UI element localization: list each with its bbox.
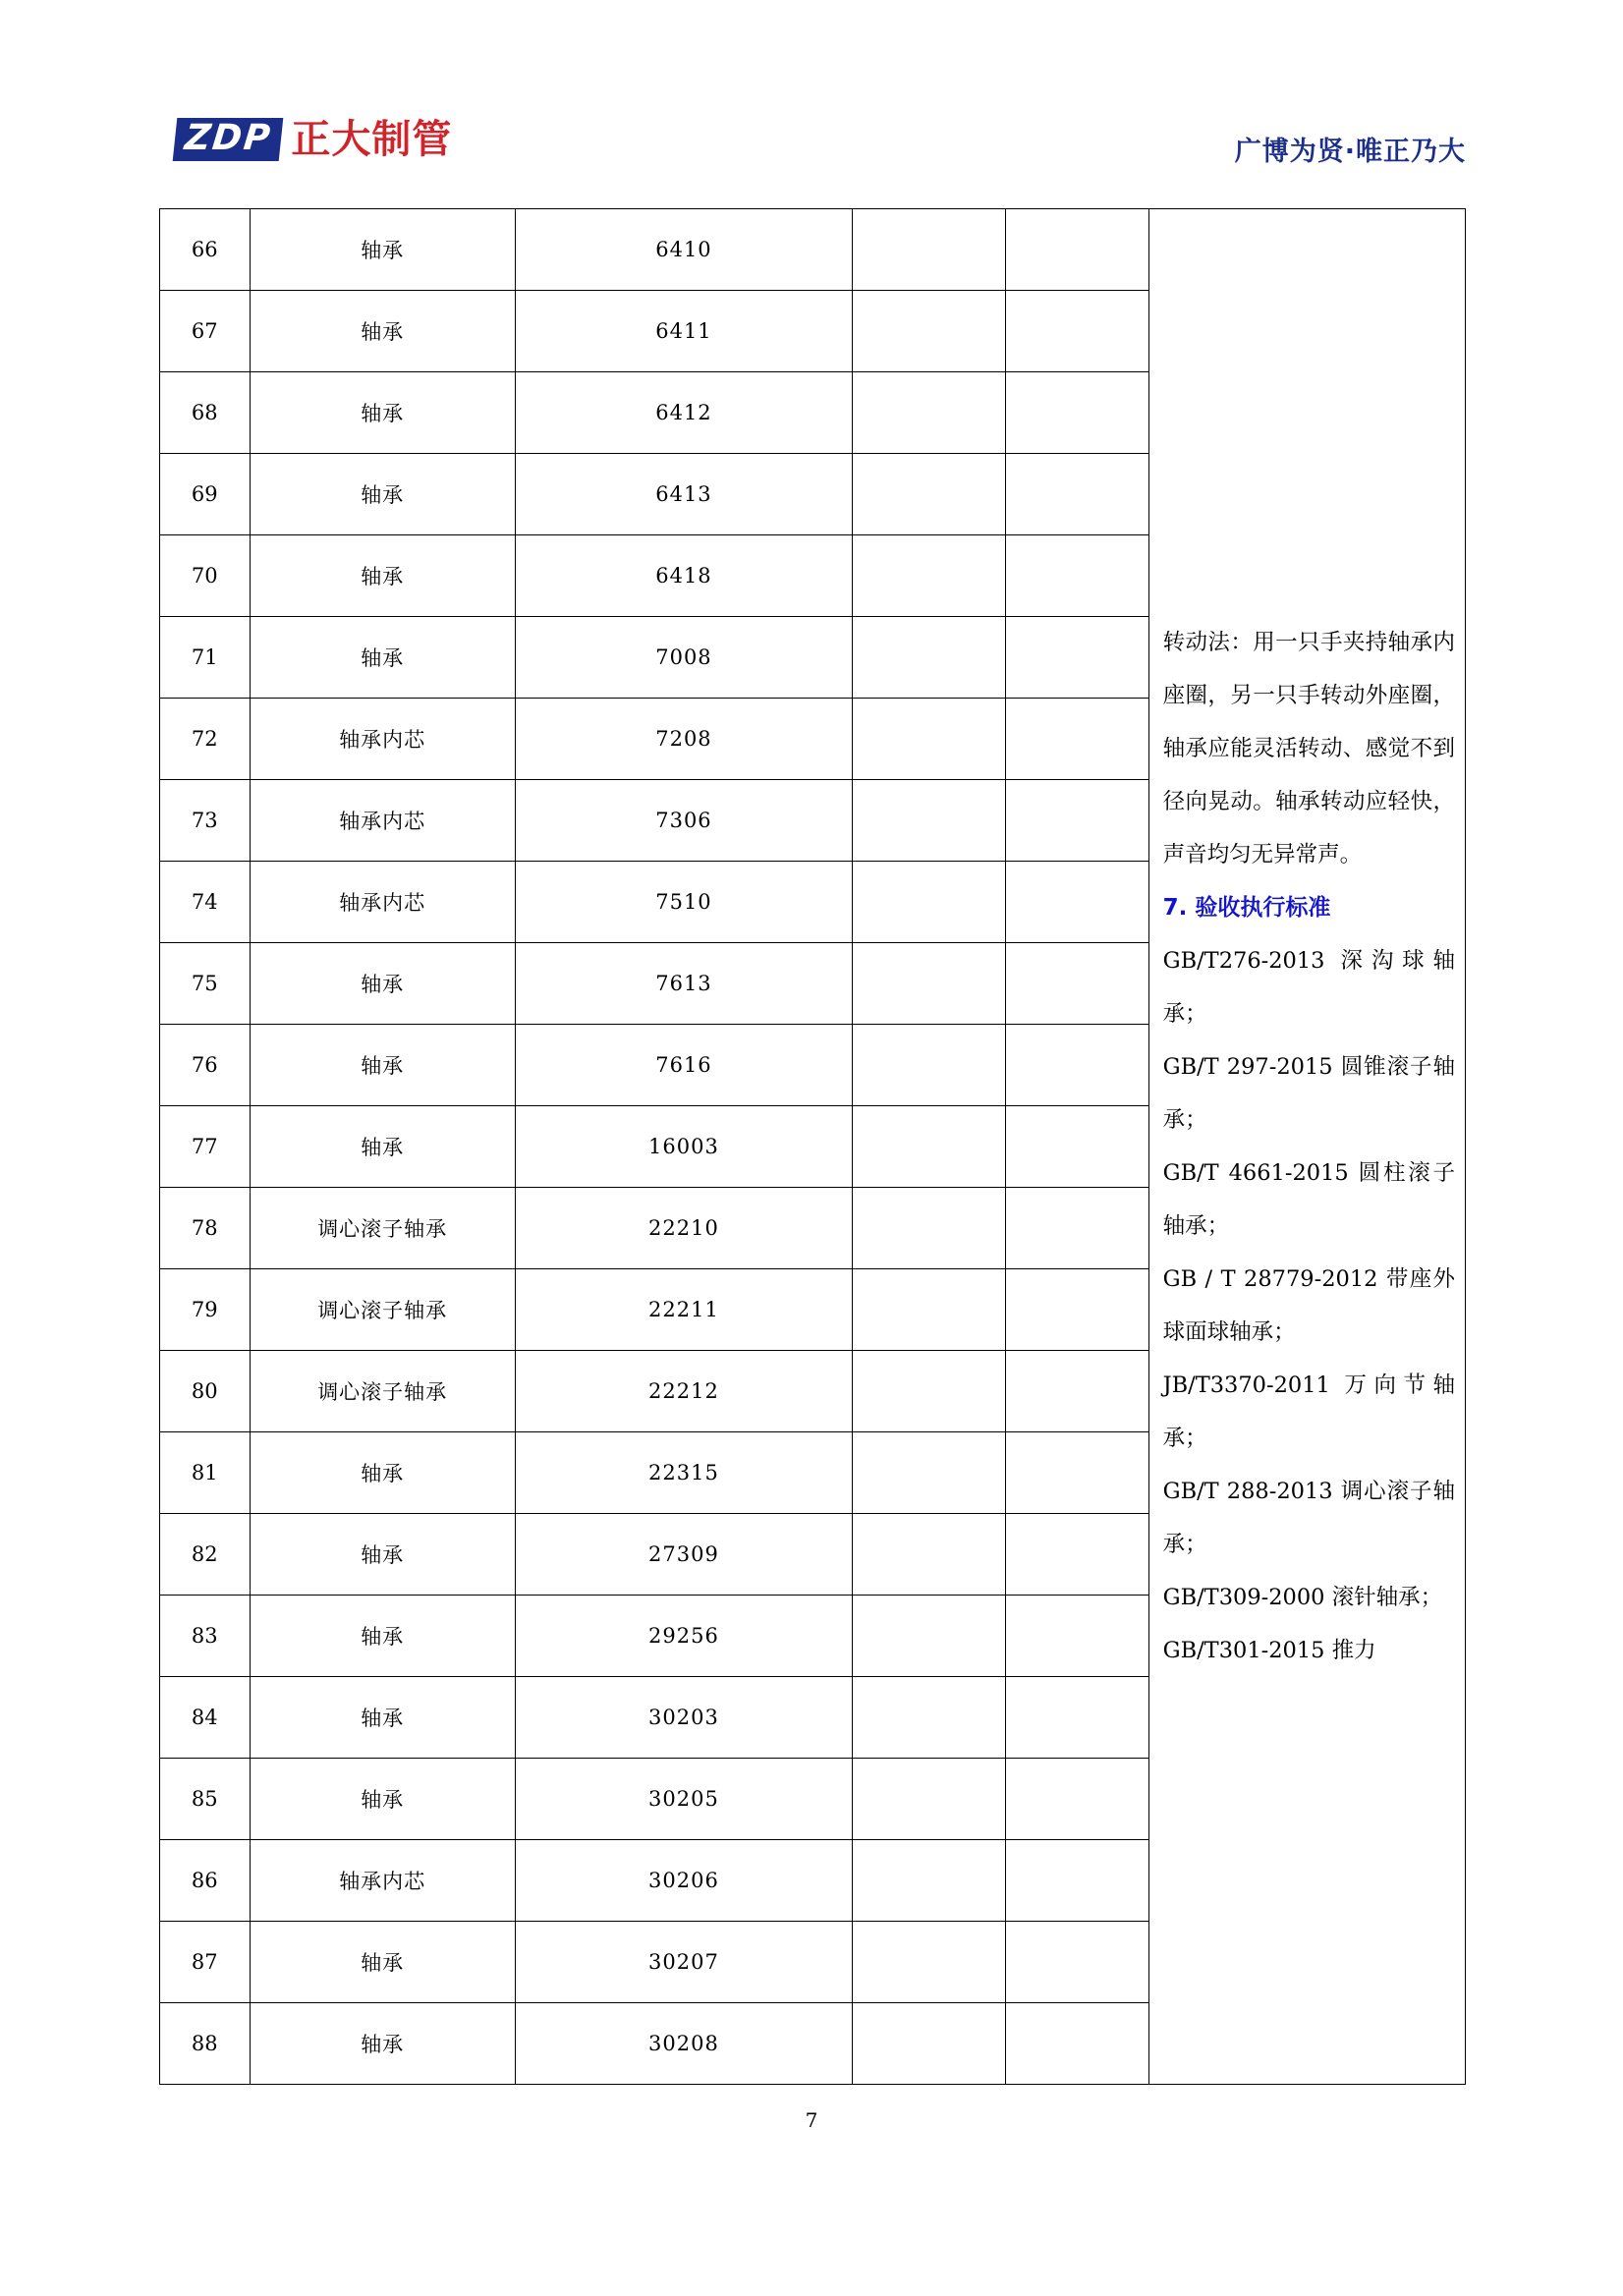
cell-remarks (1148, 209, 1465, 2085)
cell-quantity (853, 1596, 1006, 1677)
cell-part-name: 轴承内芯 (250, 780, 515, 862)
cell-index: 68 (160, 372, 251, 454)
cell-index: 79 (160, 1269, 251, 1351)
cell-model: 6412 (515, 372, 852, 454)
cell-index: 80 (160, 1351, 251, 1432)
cell-unit (1006, 699, 1149, 780)
cell-unit (1006, 1351, 1149, 1432)
cell-unit (1006, 1677, 1149, 1759)
cell-part-name: 轴承 (250, 2003, 515, 2085)
cell-unit (1006, 291, 1149, 372)
cell-index: 69 (160, 454, 251, 535)
standard-item: GB/T301-2015 推力 (1162, 1638, 1376, 1663)
cell-model: 22210 (515, 1188, 852, 1269)
standard-item: GB / T 28779-2012 带座外球面球轴承； (1162, 1266, 1455, 1345)
cell-part-name: 轴承 (250, 1677, 515, 1759)
cell-model: 30205 (515, 1759, 852, 1840)
cell-part-name: 轴承内芯 (250, 862, 515, 943)
cell-quantity (853, 454, 1006, 535)
cell-index: 70 (160, 535, 251, 617)
cell-unit (1006, 372, 1149, 454)
cell-quantity (853, 1188, 1006, 1269)
cell-model: 29256 (515, 1596, 852, 1677)
cell-index: 88 (160, 2003, 251, 2085)
cell-index: 71 (160, 617, 251, 699)
cell-part-name: 轴承 (250, 1025, 515, 1106)
cell-model: 22211 (515, 1269, 852, 1351)
cell-quantity (853, 1432, 1006, 1514)
cell-unit (1006, 1188, 1149, 1269)
cell-quantity (853, 291, 1006, 372)
cell-model: 22315 (515, 1432, 852, 1514)
cell-model: 7306 (515, 780, 852, 862)
cell-part-name: 轴承 (250, 1514, 515, 1596)
cell-part-name: 轴承内芯 (250, 699, 515, 780)
cell-part-name: 轴承 (250, 1106, 515, 1188)
cell-model: 22212 (515, 1351, 852, 1432)
cell-index: 87 (160, 1922, 251, 2003)
cell-quantity (853, 699, 1006, 780)
cell-quantity (853, 2003, 1006, 2085)
cell-index: 74 (160, 862, 251, 943)
cell-part-name: 轴承 (250, 454, 515, 535)
cell-model: 30206 (515, 1840, 852, 1922)
cell-unit (1006, 1025, 1149, 1106)
cell-index: 81 (160, 1432, 251, 1514)
cell-quantity (853, 780, 1006, 862)
standard-item: GB/T 4661-2015 圆柱滚子轴承； (1162, 1160, 1455, 1239)
cell-unit (1006, 454, 1149, 535)
cell-part-name: 轴承 (250, 209, 515, 291)
cell-part-name: 轴承 (250, 372, 515, 454)
cell-index: 86 (160, 1840, 251, 1922)
cell-model: 7008 (515, 617, 852, 699)
standard-item: GB/T309-2000 滚针轴承； (1162, 1585, 1443, 1610)
cell-model: 30207 (515, 1922, 852, 2003)
cell-part-name: 轴承 (250, 291, 515, 372)
standard-item: GB/T276-2013 深沟球轴承； (1162, 948, 1455, 1027)
cell-index: 84 (160, 1677, 251, 1759)
cell-part-name: 调心滚子轴承 (250, 1269, 515, 1351)
cell-quantity (853, 1106, 1006, 1188)
cell-quantity (853, 1269, 1006, 1351)
cell-quantity (853, 617, 1006, 699)
cell-unit (1006, 617, 1149, 699)
cell-index: 66 (160, 209, 251, 291)
cell-model: 7510 (515, 862, 852, 943)
cell-quantity (853, 943, 1006, 1025)
cell-quantity (853, 1351, 1006, 1432)
cell-model: 6413 (515, 454, 852, 535)
cell-unit (1006, 1432, 1149, 1514)
cell-index: 72 (160, 699, 251, 780)
cell-index: 85 (160, 1759, 251, 1840)
cell-quantity (853, 1922, 1006, 2003)
cell-model: 6410 (515, 209, 852, 291)
cell-index: 82 (160, 1514, 251, 1596)
cell-unit (1006, 943, 1149, 1025)
remarks-paragraph: 转动法：用一只手夹持轴承内座圈，另一只手转动外座圈，轴承应能灵活转动、感觉不到径向晃动。轴承转动应轻快，声音均匀无异常声。 (1162, 630, 1455, 868)
cell-part-name: 轴承 (250, 1759, 515, 1840)
cell-unit (1006, 1759, 1149, 1840)
cell-quantity (853, 1514, 1006, 1596)
cell-unit (1006, 1840, 1149, 1922)
logo-company-name: 正大制管 (291, 117, 453, 162)
cell-model: 7616 (515, 1025, 852, 1106)
cell-model: 6418 (515, 535, 852, 617)
cell-index: 78 (160, 1188, 251, 1269)
cell-unit (1006, 535, 1149, 617)
table-row (160, 209, 1466, 291)
page-number: 7 (805, 2108, 818, 2132)
standard-item: GB/T 297-2015 圆锥滚子轴承； (1162, 1054, 1455, 1133)
page-header (175, 118, 1466, 187)
cell-model: 30203 (515, 1677, 852, 1759)
cell-model: 7613 (515, 943, 852, 1025)
company-slogan: 广博为贤·唯正乃大 (1234, 137, 1466, 167)
standard-item: GB/T 288-2013 调心滚子轴承； (1162, 1479, 1455, 1557)
cell-part-name: 轴承 (250, 1922, 515, 2003)
cell-index: 73 (160, 780, 251, 862)
cell-quantity (853, 862, 1006, 943)
cell-unit (1006, 209, 1149, 291)
company-logo (175, 118, 452, 161)
remarks-heading: 7. 验收执行标准 (1162, 895, 1331, 921)
cell-part-name: 轴承 (250, 617, 515, 699)
cell-unit (1006, 862, 1149, 943)
cell-unit (1006, 2003, 1149, 2085)
logo-mark: ZDP (173, 118, 284, 161)
cell-quantity (853, 535, 1006, 617)
cell-model: 30208 (515, 2003, 852, 2085)
cell-unit (1006, 1596, 1149, 1677)
cell-model: 27309 (515, 1514, 852, 1596)
cell-part-name: 轴承 (250, 943, 515, 1025)
cell-model: 7208 (515, 699, 852, 780)
cell-model: 16003 (515, 1106, 852, 1188)
cell-part-name: 调心滚子轴承 (250, 1188, 515, 1269)
cell-unit (1006, 1106, 1149, 1188)
cell-index: 76 (160, 1025, 251, 1106)
cell-index: 75 (160, 943, 251, 1025)
cell-quantity (853, 1025, 1006, 1106)
cell-unit (1006, 1514, 1149, 1596)
cell-index: 67 (160, 291, 251, 372)
cell-unit (1006, 1269, 1149, 1351)
cell-quantity (853, 1840, 1006, 1922)
cell-quantity (853, 1759, 1006, 1840)
bearing-inventory-table (159, 208, 1466, 2085)
cell-model: 6411 (515, 291, 852, 372)
cell-part-name: 轴承内芯 (250, 1840, 515, 1922)
cell-index: 83 (160, 1596, 251, 1677)
cell-quantity (853, 209, 1006, 291)
cell-part-name: 轴承 (250, 1596, 515, 1677)
cell-part-name: 调心滚子轴承 (250, 1351, 515, 1432)
standard-item: JB/T3370-2011 万向节轴承； (1162, 1372, 1455, 1451)
cell-unit (1006, 1922, 1149, 2003)
cell-unit (1006, 780, 1149, 862)
cell-part-name: 轴承 (250, 535, 515, 617)
cell-quantity (853, 1677, 1006, 1759)
cell-quantity (853, 372, 1006, 454)
cell-index: 77 (160, 1106, 251, 1188)
cell-part-name: 轴承 (250, 1432, 515, 1514)
